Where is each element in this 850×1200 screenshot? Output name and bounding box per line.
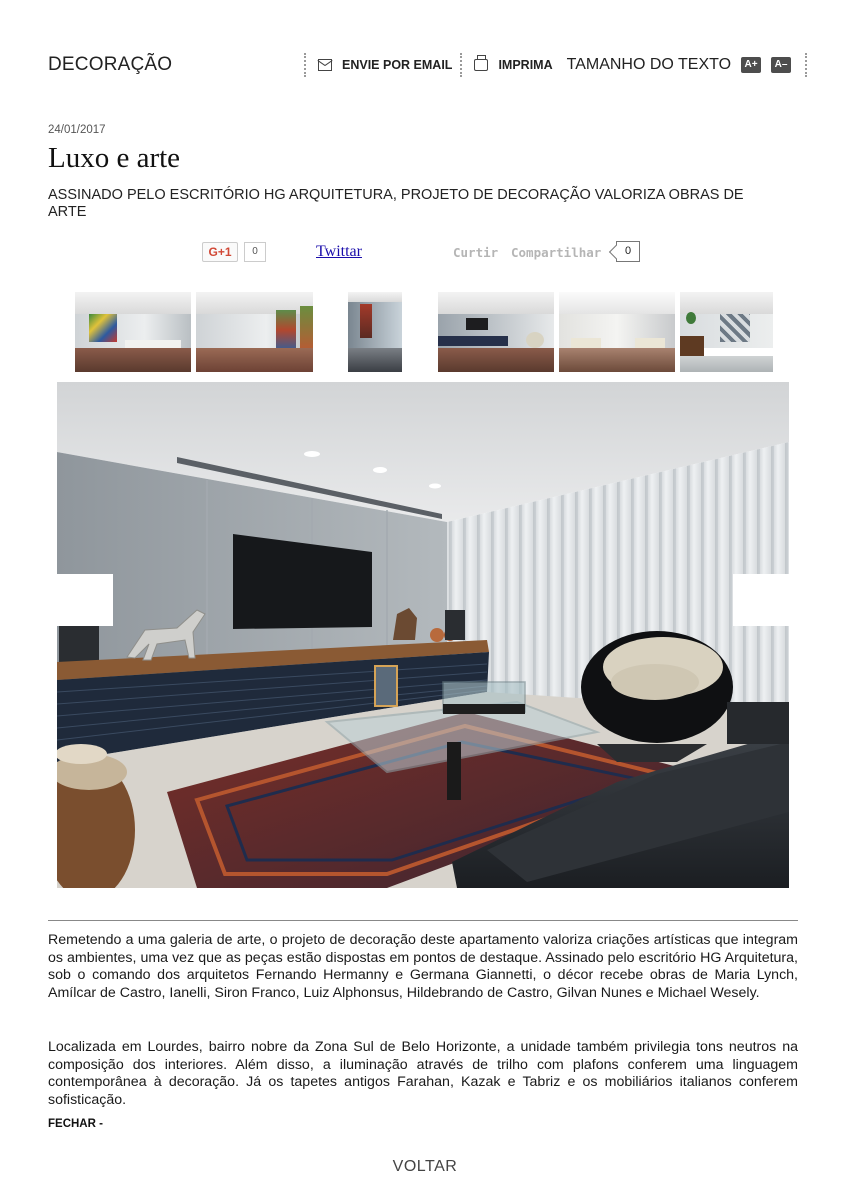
share-button[interactable]: Compartilhar	[511, 245, 602, 260]
toolbar-divider	[805, 53, 807, 77]
email-button[interactable]	[314, 58, 452, 72]
main-photo	[57, 382, 789, 888]
gallery-thumbnail[interactable]	[438, 292, 554, 372]
gplus-count: 0	[244, 242, 266, 262]
toolbar-divider	[304, 53, 306, 77]
share-bar	[0, 240, 850, 266]
email-label: ENVIE POR EMAIL	[342, 58, 453, 72]
article-paragraph: Remetendo a uma galeria de arte, o projeto de decoração deste apartamento valoriza criações artísticas que integram os ambientes, uma vez que as peças estão dispostas em pontos de destaque. Assinado pelo escritório HG Arquitetura, sob o comando dos arquitetos Fernando Hermanny e Germana Giannetti, o décor recebe obras de Maria Lynch, Amílcar de Castro, Ianelli, Siron Franco, Luiz Alphonsus, Hildebrando de Castro, Gilvan Nunes e Michael Wesely.	[48, 932, 798, 1001]
gplus-button[interactable]: G+1	[202, 242, 238, 262]
print-button[interactable]	[470, 58, 552, 72]
article-title: Luxo e arte	[48, 142, 181, 174]
gallery-thumbnail[interactable]	[348, 292, 402, 372]
toolbar-divider	[460, 53, 462, 77]
gallery-thumbnail[interactable]	[680, 292, 773, 372]
content-divider	[48, 920, 798, 921]
next-photo-button[interactable]	[733, 574, 789, 626]
print-label: IMPRIMA	[498, 58, 553, 72]
twitter-link[interactable]: Twittar	[316, 243, 362, 260]
decrease-text-button[interactable]: A–	[771, 57, 791, 73]
previous-photo-button[interactable]	[57, 574, 113, 626]
printer-icon	[474, 59, 488, 71]
article-paragraph: Localizada em Lourdes, bairro nobre da Zona Sul de Belo Horizonte, a unidade também privilegia tons neutros na composição dos interiores. Além disso, a iluminação através de trilho com plafons conferem uma linguagem contemporânea à decoração. Já os tapetes antigos Farahan, Kazak e Tabriz e os mobiliários italianos conferem sofisticação.	[48, 1039, 798, 1108]
back-link[interactable]: VOLTAR	[392, 1158, 458, 1175]
article-toolbar	[296, 52, 815, 78]
increase-text-button[interactable]: A+	[741, 57, 761, 73]
living-room-illustration	[57, 382, 789, 888]
gallery-thumbnail[interactable]	[559, 292, 675, 372]
article-date: 24/01/2017	[48, 124, 106, 136]
text-size-label: TAMANHO DO TEXTO	[566, 56, 732, 73]
close-link[interactable]: FECHAR -	[48, 1118, 103, 1130]
section-title: DECORAÇÃO	[48, 54, 173, 75]
envelope-icon	[318, 59, 332, 71]
share-count: 0	[616, 241, 640, 262]
like-button[interactable]: Curtir	[453, 245, 499, 260]
gallery-thumbnail[interactable]	[75, 292, 191, 372]
gallery-thumbnail[interactable]	[196, 292, 313, 372]
article-subtitle: ASSINADO PELO ESCRITÓRIO HG ARQUITETURA, PROJETO DE DECORAÇÃO VALORIZA OBRAS DE ARTE	[48, 187, 744, 220]
